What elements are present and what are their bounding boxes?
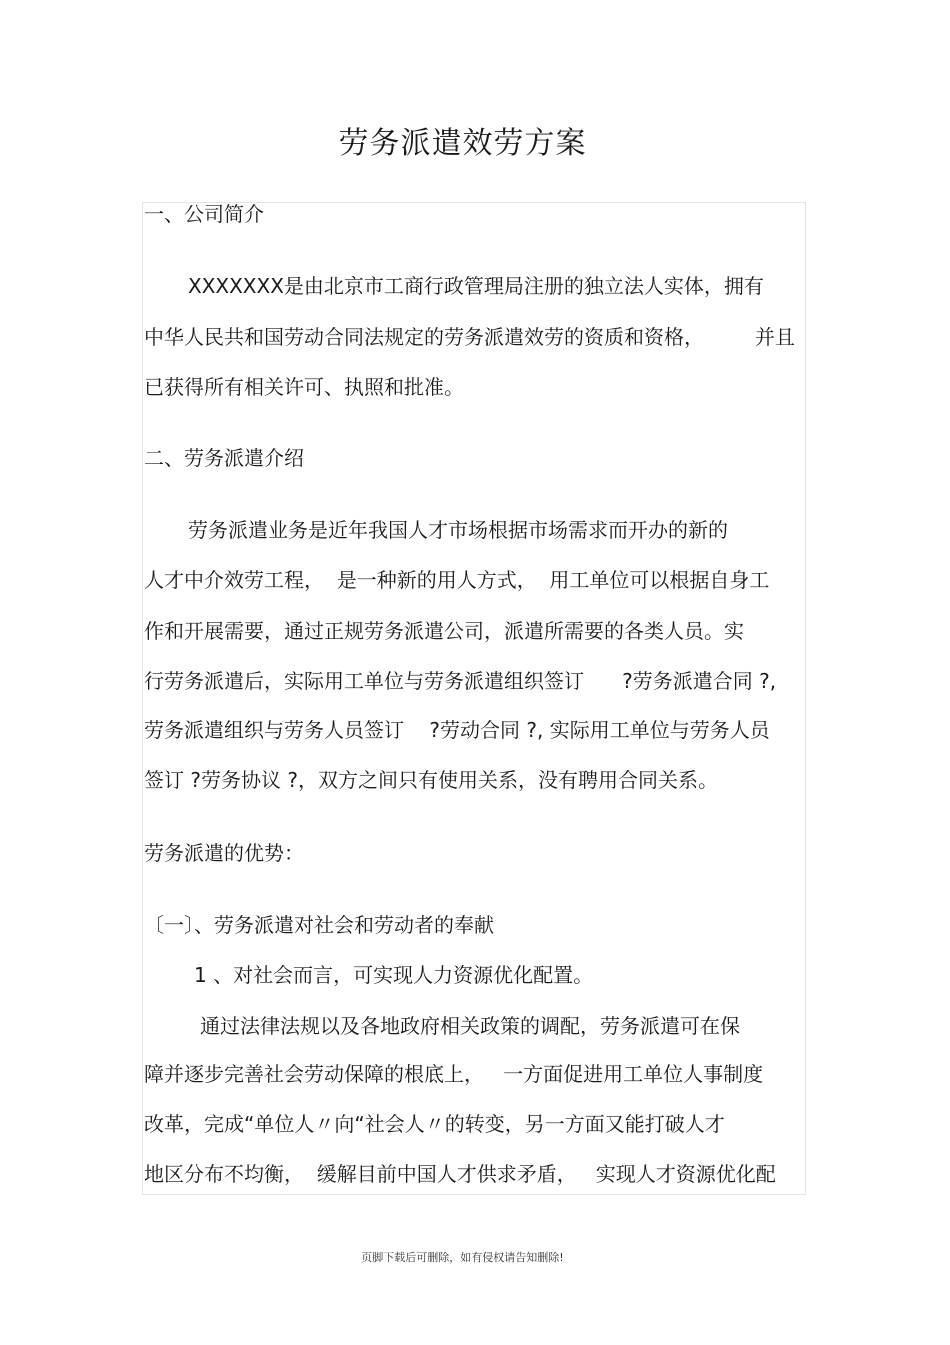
paragraph-line: 改革，完成“单位人〃向“社会人〃的转变，另一方面又能打破人才 — [144, 1112, 725, 1136]
paragraph-line: 通过法律法规以及各地政府相关政策的调配，劳务派遣可在保 — [200, 1014, 740, 1038]
section-heading-dispatch-intro: 二、劳务派遣介绍 — [144, 446, 304, 470]
paragraph-line: XXXXXXX是由北京市工商行政管理局注册的独立法人实体，拥有 — [188, 274, 764, 298]
subheading-contribution: 〔一〕、劳务派遣对社会和劳动者的奉献 — [144, 913, 494, 937]
paragraph-line: 作和开展需要，通过正规劳务派遣公司，派遣所需要的各类人员。实 — [144, 619, 744, 643]
paragraph-line: 地区分布不均衡， 缓解目前中国人才供求矛盾， 实现人才资源优化配 — [144, 1162, 776, 1186]
paragraph-line: 人才中介效劳工程， 是一种新的用人方式， 用工单位可以根据自身工 — [144, 568, 770, 592]
paragraph-line: 签订 ?劳务协议 ?，双方之间只有使用关系，没有聘用合同关系。 — [144, 768, 718, 792]
numbered-point: 1 、对社会而言，可实现人力资源优化配置。 — [194, 963, 594, 987]
section-heading-company-intro: 一、公司简介 — [144, 202, 264, 226]
paragraph-line: 障并逐步完善社会劳动保障的根底上， 一方面促进用工单位人事制度 — [144, 1062, 764, 1086]
paragraph-line: 已获得所有相关许可、执照和批准。 — [144, 375, 464, 399]
paragraph-line: 行劳务派遣后，实际用工单位与劳务派遣组织签订 ?劳务派遣合同 ?, — [144, 669, 777, 693]
subheading-advantages: 劳务派遣的优势： — [144, 841, 304, 865]
document-title: 劳务派遣效劳方案 — [338, 126, 587, 161]
paragraph-line: 中华人民共和国劳动合同法规定的劳务派遣效劳的资质和资格， 并且 — [144, 325, 795, 349]
paragraph-line: 劳务派遣组织与劳务人员签订 ?劳动合同 ?, 实际用工单位与劳务人员 — [144, 718, 770, 742]
page-footer: 页脚下载后可删除，如有侵权请告知删除! — [361, 1251, 564, 1264]
paragraph-line: 劳务派遣业务是近年我国人才市场根据市场需求而开办的新的 — [188, 518, 728, 542]
